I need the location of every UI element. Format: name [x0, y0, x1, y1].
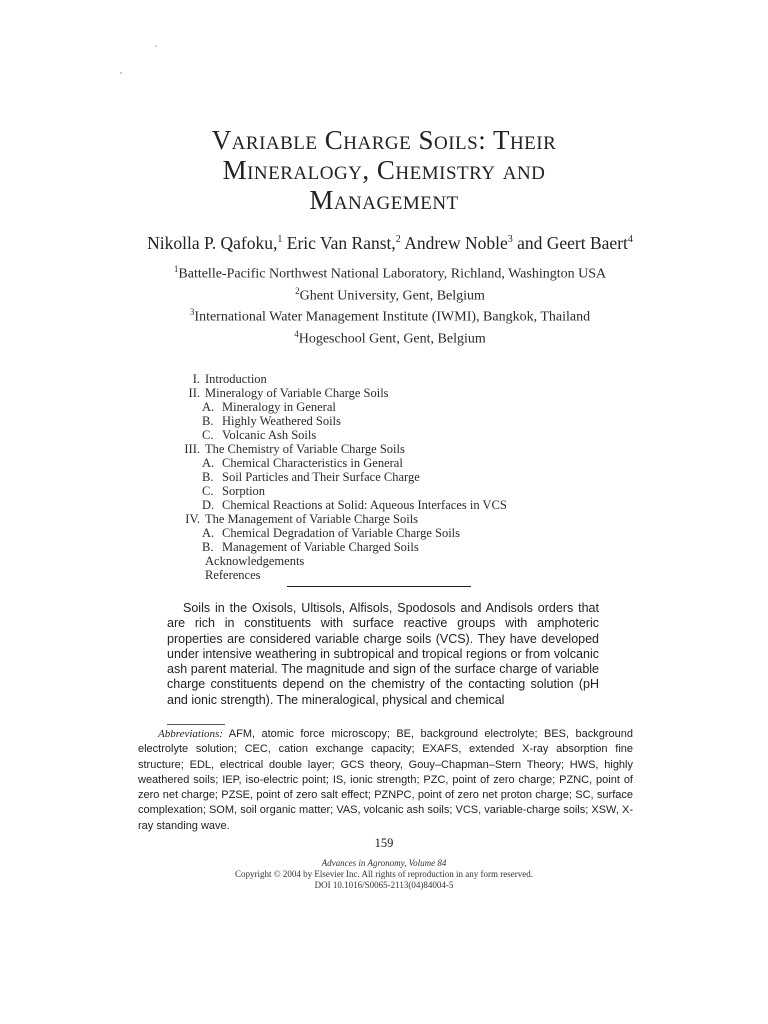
affiliation-text: Ghent University, Gent, Belgium — [299, 288, 485, 304]
title-line-1: Variable Charge Soils: Their — [211, 125, 557, 155]
toc-label: Management of Variable Charged Soils — [222, 540, 419, 554]
journal-citation: Advances in Agronomy, Volume 84 — [321, 858, 447, 868]
toc-label: Chemical Degradation of Variable Charge Soils — [222, 526, 461, 540]
author-list — [60, 233, 720, 254]
toc-subsection — [150, 456, 570, 470]
page-number: 159 — [374, 836, 394, 850]
author-name: Nikolla P. Qafoku, — [147, 233, 278, 253]
toc-letter: B. — [202, 470, 214, 484]
toc-subsection — [150, 526, 570, 540]
affiliation-text: Hogeschool Gent, Gent, Belgium — [298, 331, 486, 347]
toc-label: Mineralogy in General — [222, 400, 336, 414]
toc-number: II. — [188, 386, 200, 400]
toc-label: Volcanic Ash Soils — [222, 428, 317, 442]
author-affiliation-mark: 1 — [277, 234, 283, 246]
toc-label: The Chemistry of Variable Charge Soils — [205, 442, 405, 456]
paper-title — [100, 125, 668, 215]
toc-letter: A. — [202, 400, 215, 414]
toc-label: Mineralogy of Variable Charge Soils — [205, 386, 389, 400]
copyright-block — [0, 869, 768, 891]
section-divider — [287, 586, 471, 587]
toc-label: Chemical Reactions at Solid: Aqueous Interfaces in VCS — [222, 498, 507, 512]
toc-section — [150, 442, 570, 456]
toc-letter: A. — [202, 526, 215, 540]
author-name: Andrew Noble — [400, 233, 508, 253]
author-name: Eric Van Ranst, — [282, 233, 396, 253]
toc-number: IV. — [185, 512, 200, 526]
toc-letter: C. — [202, 428, 214, 442]
footnote-text: AFM, atomic force microscopy; BE, background electrolyte; BES, background electrolyte solution; CEC, cation exchange capacity; EXAFS, extended X-ray absorption fine structure; EDL, electrical double layer; GCS theory, Gouy–Chapman–Stern Theory; HWS, highly weathered soils; IEP, iso-electric point; IS, ionic strength; PZC, point of zero charge; PZNC, point of zero net charge; PZSE, point of zero salt effect; PZNPC, point of zero net proton charge; SC, surface complexation; SOM, soil organic matter; VAS, volcanic ash soils; VCS, variable-charge soils; XSW, X-ray standing wave. — [138, 728, 633, 832]
toc-section — [150, 386, 570, 400]
toc-acknowledgements: Acknowledgements — [205, 554, 305, 568]
affiliation — [60, 326, 720, 348]
abstract-paragraph: Soils in the Oxisols, Ultisols, Alfisols, Spodosols and Andisols orders that are rich in constituents with surface reactive groups with amphoteric properties are considered variable charge soils (VCS). They have developed under intensive weathering in subtropical and tropical regions or from volcanic ash parent material. The magnitude and sign of the surface charge of variable charge constituents depend on the chemistry of the contacting solution (pH and ionic strength). The mineralogical, physical and chemical — [167, 601, 599, 707]
affiliation-text: Battelle-Pacific Northwest National Laboratory, Richland, Washington USA — [178, 266, 607, 282]
table-of-contents — [150, 372, 570, 582]
title-line-2: Mineralogy, Chemistry and — [222, 155, 546, 185]
toc-subsection — [150, 484, 570, 498]
toc-subsection — [150, 414, 570, 428]
toc-subsection — [150, 428, 570, 442]
affiliation-text: International Water Management Institute (IWMI), Bangkok, Thailand — [194, 309, 591, 325]
doi-line: DOI 10.1016/S0065-2113(04)84004-5 — [314, 880, 454, 890]
affiliation-mark: 2 — [295, 285, 300, 296]
affiliation — [60, 283, 720, 305]
author-affiliation-mark: 2 — [395, 234, 401, 246]
toc-label: Chemical Characteristics in General — [222, 456, 403, 470]
toc-label: Introduction — [205, 372, 267, 386]
footnote-divider — [167, 724, 225, 725]
toc-letter: B. — [202, 414, 214, 428]
toc-letter: D. — [202, 498, 215, 512]
scan-speck — [120, 72, 122, 74]
author-affiliation-mark: 3 — [507, 234, 513, 246]
toc-subsection — [150, 400, 570, 414]
toc-section — [150, 372, 570, 386]
toc-label: Soil Particles and Their Surface Charge — [222, 470, 420, 484]
affiliation-mark: 1 — [173, 264, 179, 274]
affiliation-list — [60, 261, 720, 348]
footnote-label: Abbreviations: — [158, 728, 223, 740]
toc-letter: C. — [202, 484, 214, 498]
toc-label: The Management of Variable Charge Soils — [205, 512, 419, 526]
toc-label: Sorption — [222, 484, 266, 498]
toc-label: Highly Weathered Soils — [222, 414, 341, 428]
toc-subsection — [150, 540, 570, 554]
toc-letter: A. — [202, 456, 215, 470]
copyright-line: Copyright © 2004 by Elsevier Inc. All rights of reproduction in any form reserved. — [234, 869, 534, 879]
affiliation — [60, 261, 720, 283]
toc-number: I. — [192, 372, 200, 386]
toc-references: References — [205, 568, 261, 582]
toc-letter: B. — [202, 540, 214, 554]
toc-subsection — [150, 470, 570, 484]
abbreviations-footnote — [138, 727, 633, 834]
toc-subsection — [150, 498, 570, 512]
toc-number: III. — [184, 442, 200, 456]
affiliation-mark: 3 — [189, 307, 195, 318]
title-line-3: Management — [309, 185, 459, 215]
scan-speck — [155, 45, 157, 47]
author-affiliation-mark: 4 — [627, 234, 633, 246]
affiliation — [60, 304, 720, 326]
affiliation-mark: 4 — [294, 328, 299, 339]
toc-section — [150, 512, 570, 526]
author-name: and Geert Baert — [512, 233, 628, 253]
